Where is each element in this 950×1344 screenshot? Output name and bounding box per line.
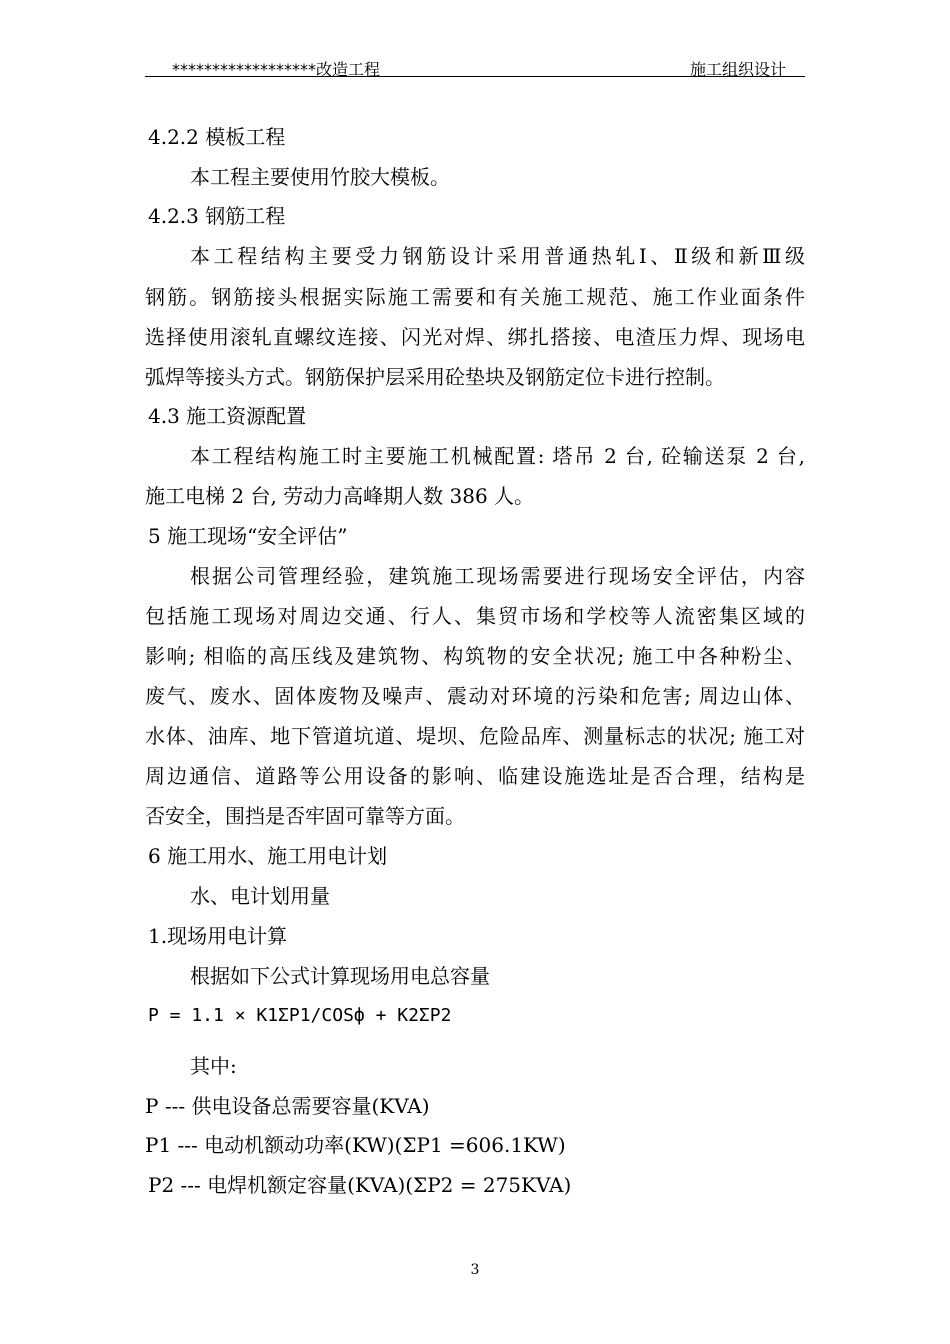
heading-5: 5 施工现场“安全评估” — [148, 524, 348, 548]
paragraph-safety-line-2: 包括施工现场对周边交通、行人、集贸市场和学校等人流密集区域的 — [145, 604, 805, 628]
definition-p1: P1 --- 电动机额动功率(KW)(ΣP1 =606.1KW) — [145, 1133, 566, 1157]
subheading-water-power: 水、电计划用量 — [190, 884, 330, 908]
paragraph-rebar-line-2: 钢筋。钢筋接头根据实际施工需要和有关施工规范、施工作业面条件 — [145, 285, 805, 309]
paragraph-rebar-line-4: 弧焊等接头方式。钢筋保护层采用砼垫块及钢筋定位卡进行控制。 — [145, 365, 725, 389]
paragraph-resources-line-2: 施工电梯 2 台, 劳动力高峰期人数 386 人。 — [145, 484, 535, 508]
paragraph-resources-line-1: 本工程结构施工时主要施工机械配置: 塔吊 2 台, 砼输送泵 2 台, — [190, 444, 805, 468]
definition-p: P --- 供电设备总需要容量(KVA) — [145, 1094, 430, 1118]
formula-power: P = 1.1 × K1ΣP1/COSф + K2ΣP2 — [148, 1005, 452, 1026]
heading-6: 6 施工用水、施工用电计划 — [148, 844, 388, 868]
paragraph-safety-line-3: 影响; 相临的高压线及建筑物、构筑物的安全状况; 施工中各种粉尘、 — [145, 644, 805, 668]
header-document-type: 施工组织设计 — [689, 60, 786, 79]
header-rule — [145, 76, 805, 77]
paragraph-safety-line-6: 周边通信、道路等公用设备的影响、临建设施选址是否合理，结构是 — [145, 764, 805, 788]
header-project-title: ******************改造工程 — [172, 60, 381, 79]
paragraph-safety-line-5: 水体、油库、地下管道坑道、堤坝、危险品库、测量标志的状况; 施工对 — [145, 724, 805, 748]
paragraph-safety-line-1: 根据公司管理经验，建筑施工现场需要进行现场安全评估，内容 — [190, 564, 805, 588]
page-number: 3 — [470, 1262, 480, 1278]
item-power-calculation: 1.现场用电计算 — [148, 924, 288, 948]
definition-p2: P2 --- 电焊机额定容量(KVA)(ΣP2 = 275KVA) — [148, 1173, 572, 1197]
paragraph-rebar-line-3: 选择使用滚轧直螺纹连接、闪光对焊、绑扎搭接、电渣压力焊、现场电 — [145, 325, 805, 349]
heading-4-3: 4.3 施工资源配置 — [148, 404, 307, 428]
paragraph-calc-intro: 根据如下公式计算现场用电总容量 — [190, 964, 490, 988]
heading-4-2-3: 4.2.3 钢筋工程 — [148, 204, 286, 228]
paragraph-safety-line-7: 否安全，围挡是否牢固可靠等方面。 — [145, 804, 465, 828]
paragraph-formwork: 本工程主要使用竹胶大模板。 — [190, 165, 450, 189]
heading-4-2-2: 4.2.2 模板工程 — [148, 125, 286, 149]
paragraph-safety-line-4: 废气、废水、固体废物及噪声、震动对环境的污染和危害; 周边山体、 — [145, 684, 805, 708]
label-where: 其中: — [190, 1054, 237, 1078]
paragraph-rebar-line-1: 本工程结构主要受力钢筋设计采用普通热轧Ⅰ、Ⅱ级和新Ⅲ级 — [190, 244, 805, 268]
